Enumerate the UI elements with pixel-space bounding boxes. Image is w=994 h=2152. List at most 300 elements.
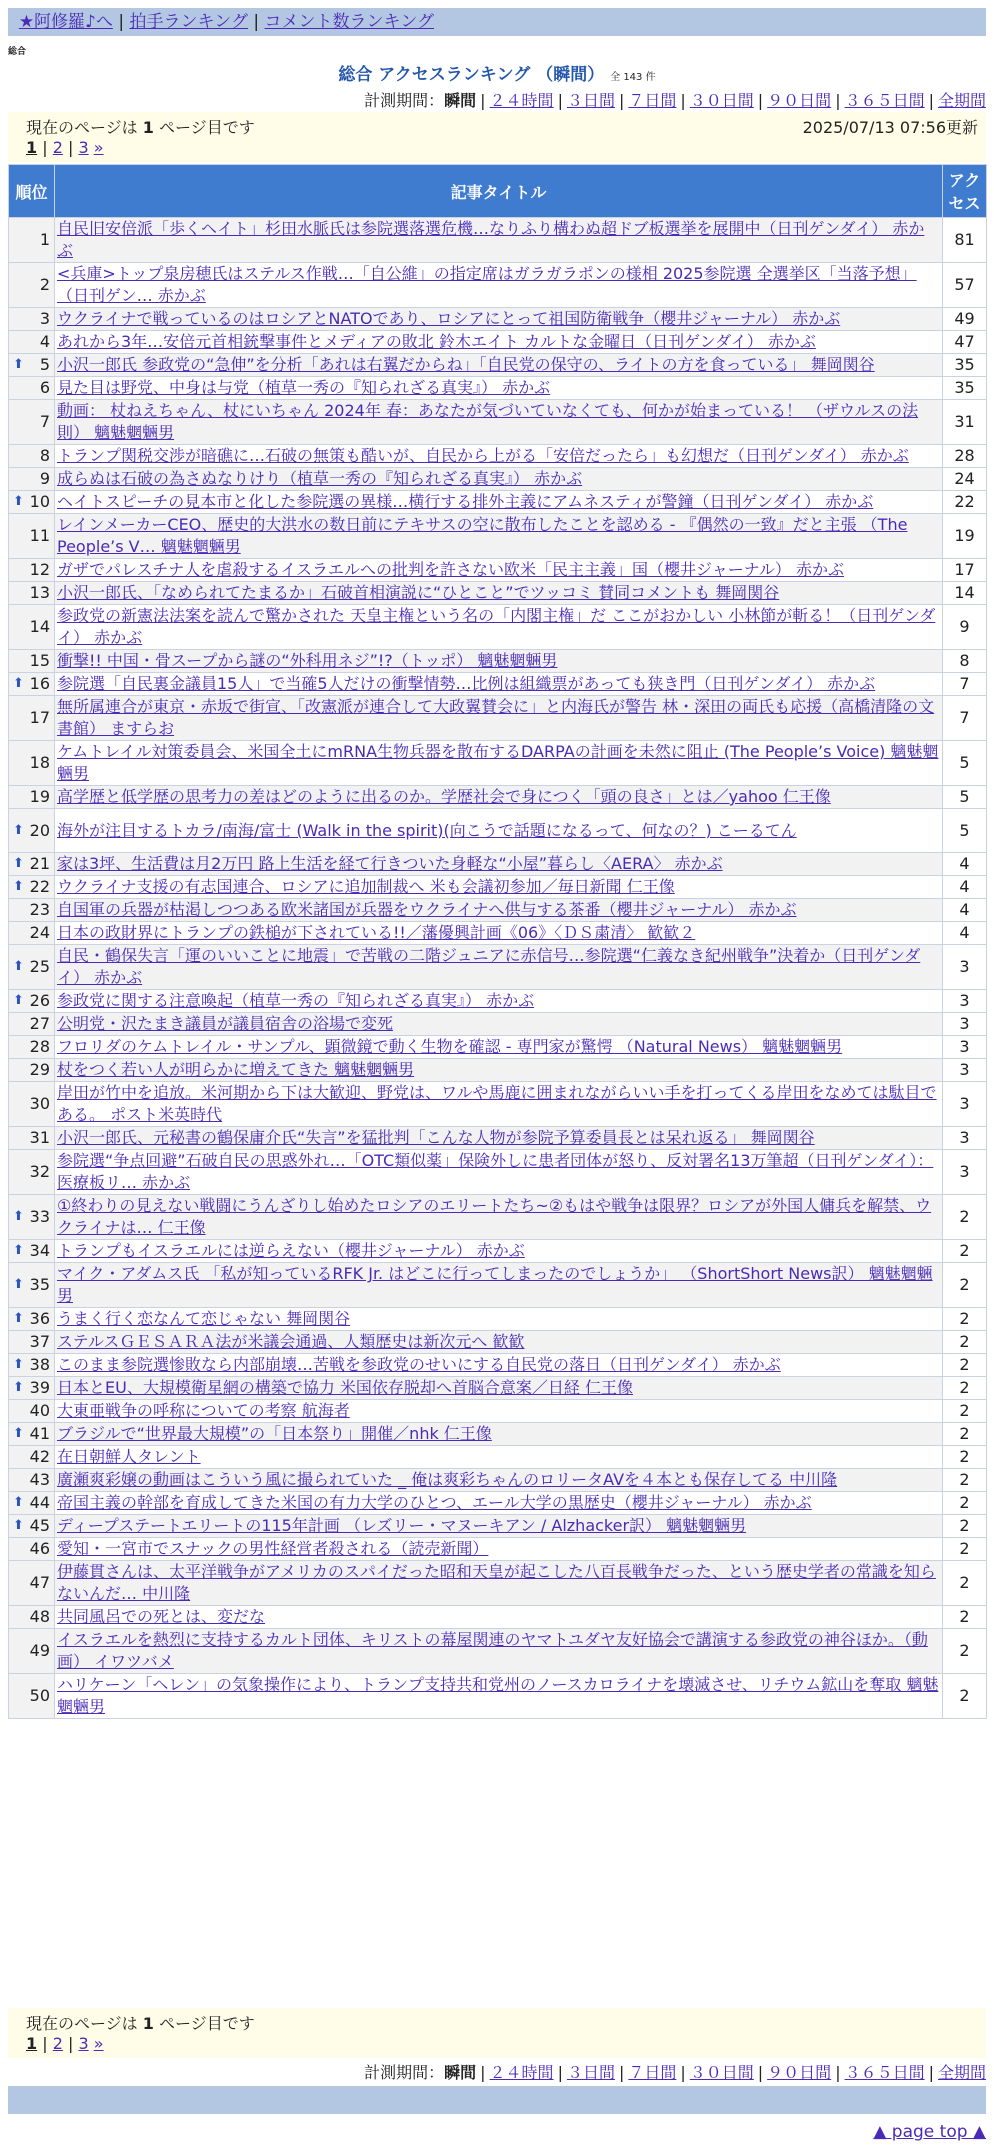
rank-number: 28	[29, 1037, 50, 1056]
rank-cell	[9, 853, 55, 876]
rank-number: 10	[29, 492, 50, 511]
rank-cell	[9, 1127, 55, 1150]
table-row	[9, 354, 987, 377]
rank-cell	[9, 1629, 55, 1674]
title-cell	[55, 218, 943, 263]
access-count: 5	[943, 786, 987, 809]
title-cell	[55, 650, 943, 673]
page-top-link[interactable]: ▲ page top ▲	[873, 2122, 986, 2142]
rank-cell	[9, 741, 55, 786]
rank-cell	[9, 1423, 55, 1446]
article-title-link[interactable]: 大東亜戦争の呼称についての考察 航海者	[57, 1401, 350, 1420]
title-header: 記事タイトル	[55, 165, 943, 218]
rank-number: 42	[29, 1447, 50, 1466]
access-count: 3	[943, 1013, 987, 1036]
rank-number: 33	[29, 1207, 50, 1226]
rank-cell	[9, 1240, 55, 1263]
page-status: 現在のページは 1 ページ目です	[26, 118, 255, 137]
access-count: 3	[943, 1082, 987, 1127]
title-cell	[55, 1150, 943, 1195]
rank-cell	[9, 582, 55, 605]
rank-number: 25	[29, 957, 50, 976]
rank-number: 16	[29, 674, 50, 693]
rank-cell	[9, 514, 55, 559]
period-option[interactable]: ３日間	[566, 91, 615, 110]
access-count: 2	[943, 1400, 987, 1423]
article-title-link[interactable]: <兵庫>トップ泉房穂氏はステルス作戦…「自公維」の指定席はガラガラポンの様相 2025参院選 全選挙区「当落予想」（日刊ゲン… 赤かぶ	[57, 264, 917, 305]
period-label: 計測期間：	[364, 2063, 445, 2082]
title-cell	[55, 1469, 943, 1492]
table-row	[9, 990, 987, 1013]
title-cell	[55, 922, 943, 945]
rank-number: 3	[39, 309, 50, 328]
table-row	[9, 1606, 987, 1629]
title-cell	[55, 899, 943, 922]
access-count: 3	[943, 1127, 987, 1150]
title-cell	[55, 1674, 943, 1719]
rank-number: 36	[29, 1309, 50, 1328]
rank-number: 15	[29, 651, 50, 670]
period-option[interactable]: ９０日間	[767, 91, 832, 110]
table-row	[9, 876, 987, 899]
rank-up-arrow-icon: ⬆	[13, 856, 24, 871]
rank-up-arrow-icon: ⬆	[13, 993, 24, 1008]
access-count: 7	[943, 673, 987, 696]
rank-cell	[9, 491, 55, 514]
rank-cell	[9, 1561, 55, 1606]
title-cell	[55, 514, 943, 559]
article-title-link[interactable]: 岸田が竹中を追放。米河期から下は大歓迎、野党は、ワルや馬鹿に囲まれながらいい手を打ってくる岸田をなめては駄目である。 ポスト米英時代	[57, 1083, 937, 1124]
article-title-link[interactable]: 愛知・一宮市でスナックの男性経営者殺される（読売新聞）	[57, 1539, 489, 1558]
article-title-link[interactable]: 見た目は野党、中身は与党（植草一秀の『知られざる真実』） 赤かぶ	[57, 378, 551, 397]
rank-cell	[9, 377, 55, 400]
rank-up-arrow-icon: ⬆	[13, 1380, 24, 1395]
access-count: 35	[943, 354, 987, 377]
access-count: 47	[943, 331, 987, 354]
article-title-link[interactable]: 小沢一郎氏、元秘書の鶴保庸介氏“失言”を猛批判「こんな人物が参院予算委員長とは呆れ返る」 舞岡関谷	[57, 1128, 815, 1147]
period-selector-bottom	[364, 2060, 986, 2083]
rank-number: 19	[29, 787, 50, 806]
article-title-link[interactable]: 自民・鶴保失言「運のいいことに地震」で苦戦の二階ジュニアに赤信号…参院選“仁義なき紀州戦争”決着か（日刊ゲンダイ） 赤かぶ	[57, 946, 921, 987]
rank-cell	[9, 354, 55, 377]
access-count: 2	[943, 1377, 987, 1400]
period-separator: |	[928, 91, 934, 110]
rank-cell	[9, 1036, 55, 1059]
table-row	[9, 1195, 987, 1240]
title-cell	[55, 1036, 943, 1059]
access-count: 24	[943, 468, 987, 491]
rank-number: 20	[29, 820, 50, 840]
table-row	[9, 1561, 987, 1606]
rank-number: 31	[29, 1128, 50, 1147]
article-title-link[interactable]: 帝国主義の幹部を育成してきた米国の有力大学のひとつ、エール大学の黒歴史（櫻井ジャーナル） 赤かぶ	[57, 1493, 812, 1512]
title-cell	[55, 1354, 943, 1377]
article-title-link[interactable]: うまく行く恋なんて恋じゃない 舞岡関谷	[57, 1309, 351, 1328]
table-row	[9, 1469, 987, 1492]
article-title-link[interactable]: 衝撃!! 中国・骨スープから謎の“外科用ネジ”!?（トッポ） 魑魅魍魎男	[57, 651, 558, 670]
table-row	[9, 559, 987, 582]
access-count: 2	[943, 1561, 987, 1606]
article-title-link[interactable]: マイク・アダムス氏 「私が知っているRFK Jr. はどこに行ってしまったのでしょうか」 （ShortShort News訳） 魑魅魍魎男	[57, 1264, 933, 1305]
rank-cell	[9, 1150, 55, 1195]
title-cell	[55, 990, 943, 1013]
article-title-link[interactable]: トランプ関税交渉が暗礁に…石破の無策も酷いが、自民から上がる「安倍だったら」も幻想だ（日刊ゲンダイ） 赤かぶ	[57, 446, 909, 465]
access-count: 4	[943, 899, 987, 922]
article-title-link[interactable]: 成らぬは石破の為さぬなりけり（植草一秀の『知られざる真実』） 赤かぶ	[57, 469, 583, 488]
title-cell	[55, 696, 943, 741]
article-title-link[interactable]: 共同風呂での死とは、変だな	[57, 1607, 266, 1626]
access-count: 28	[943, 445, 987, 468]
status-panel-bottom	[8, 2008, 986, 2058]
article-title-link[interactable]: 自国軍の兵器が枯渇しつつある欧米諸国が兵器をウクライナへ供与する茶番（櫻井ジャーナル） 赤かぶ	[57, 900, 797, 919]
table-row	[9, 1013, 987, 1036]
article-title-link[interactable]: 動画： 杖ねえちゃん、杖にいちゃん 2024年 春：あなたが気づいていなくても、何かが始まっている！ （ザウルスの法則） 魑魅魍魎男	[57, 401, 919, 442]
period-label: 計測期間：	[364, 91, 445, 110]
rank-cell	[9, 400, 55, 445]
rank-number: 43	[29, 1470, 50, 1489]
article-title-link[interactable]: ガザでパレスチナ人を虐殺するイスラエルへの批判を許さない欧米「民主主義」国（櫻井ジャーナル） 赤かぶ	[57, 560, 845, 579]
title-cell	[55, 1308, 943, 1331]
rank-number: 34	[29, 1241, 50, 1260]
article-title-link[interactable]: ハリケーン「ヘレン」の気象操作により、トランプ支持共和党州のノースカロライナを壊滅させ、リチウム鉱山を奪取 魑魅魍魎男	[57, 1675, 939, 1716]
table-row	[9, 1538, 987, 1561]
rank-up-arrow-icon: ⬆	[13, 1426, 24, 1441]
rank-cell	[9, 331, 55, 354]
access-count: 3	[943, 1150, 987, 1195]
title-cell	[55, 400, 943, 445]
article-title-link[interactable]: 伊藤貫さんは、太平洋戦争がアメリカのスパイだった昭和天皇が起こした八百長戦争だった、という歴史学者の常識を知らないんだ… 中川隆	[57, 1562, 936, 1603]
rank-number: 7	[39, 412, 50, 431]
period-separator: |	[618, 91, 625, 110]
access-count: 2	[943, 1308, 987, 1331]
title-cell	[55, 354, 943, 377]
access-count: 2	[943, 1629, 987, 1674]
comment-ranking-link[interactable]: コメント数ランキング	[264, 12, 434, 32]
article-title-link[interactable]: 海外が注目するトカラ/南海/富士 (Walk in the spirit)(向こうで話題になるって、何なの？) こーるてん	[57, 820, 797, 840]
title-cell	[55, 1082, 943, 1127]
title-cell	[55, 1127, 943, 1150]
article-title-link[interactable]: ディープステートエリートの115年計画 （レズリー・マヌーキアン / Alzhacker訳） 魑魅魍魎男	[57, 1516, 747, 1535]
pager-current: 1	[26, 138, 38, 157]
article-title-link[interactable]: 高学歴と低学歴の思考力の差はどのように出るのか。学歴社会で身につく「頭の良さ」とは／yahoo 仁王像	[57, 787, 831, 806]
article-title-link[interactable]: フロリダのケムトレイル・サンプル、顕微鏡で動く生物を確認 - 専門家が驚愕 （Natural News） 魑魅魍魎男	[57, 1037, 843, 1056]
period-separator: |	[757, 2063, 764, 2082]
pager-page-2[interactable]: 2	[52, 2034, 63, 2053]
pager-page-2[interactable]: 2	[52, 138, 63, 157]
page-status: 現在のページは 1 ページ目です	[26, 2014, 255, 2033]
table-row	[9, 400, 987, 445]
rank-cell	[9, 1331, 55, 1354]
table-row	[9, 786, 987, 809]
rank-number: 32	[29, 1162, 50, 1181]
period-option[interactable]: ２４時間	[489, 2063, 554, 2082]
rank-cell	[9, 1013, 55, 1036]
period-separator: |	[557, 91, 563, 110]
rank-cell	[9, 1469, 55, 1492]
rank-cell	[9, 468, 55, 491]
table-row	[9, 582, 987, 605]
rank-cell	[9, 1515, 55, 1538]
article-title-link[interactable]: 杖をつく若い人が明らかに増えてきた 魑魅魍魎男	[57, 1060, 415, 1079]
period-option[interactable]: ３６５日間	[844, 91, 925, 110]
table-row	[9, 1240, 987, 1263]
rank-cell	[9, 673, 55, 696]
rank-number: 35	[29, 1275, 50, 1294]
table-row	[9, 696, 987, 741]
status-panel-top	[8, 112, 986, 162]
rank-cell	[9, 945, 55, 990]
table-row	[9, 673, 987, 696]
rank-number: 22	[29, 877, 50, 896]
table-row	[9, 945, 987, 990]
title-cell	[55, 1400, 943, 1423]
rank-up-arrow-icon: ⬆	[13, 676, 24, 691]
rank-up-arrow-icon: ⬆	[13, 494, 24, 509]
table-row	[9, 1059, 987, 1082]
article-title-link[interactable]: トランプもイスラエルには逆らえない（櫻井ジャーナル） 赤かぶ	[57, 1241, 525, 1260]
table-row	[9, 1492, 987, 1515]
rank-number: 14	[29, 617, 50, 636]
period-option[interactable]: ３０日間	[689, 91, 754, 110]
article-title-link[interactable]: ウクライナ支援の有志国連合、ロシアに追加制裁へ 米も会議初参加／毎日新聞 仁王像	[57, 877, 675, 896]
period-option[interactable]: ３日間	[566, 2063, 615, 2082]
table-row	[9, 1629, 987, 1674]
table-row	[9, 650, 987, 673]
ranking-table	[8, 164, 987, 1719]
access-count: 2	[943, 1492, 987, 1515]
rank-number: 8	[39, 446, 50, 465]
access-count: 14	[943, 582, 987, 605]
rank-cell	[9, 559, 55, 582]
rank-number: 27	[29, 1014, 50, 1033]
period-option[interactable]: 全期間	[937, 91, 986, 110]
article-title-link[interactable]: 参政党の新憲法法案を読んで驚かされた 天皇主権という名の「内閣主権」だ ここがおかしい 小林節が斬る！（日刊ゲンダイ） 赤かぶ	[57, 606, 936, 647]
access-count: 2	[943, 1538, 987, 1561]
pager-next[interactable]: »	[93, 2034, 104, 2053]
title-cell	[55, 1263, 943, 1308]
rank-cell	[9, 263, 55, 308]
rank-cell	[9, 1674, 55, 1719]
period-option[interactable]: ３０日間	[689, 2063, 754, 2082]
rank-number: 38	[29, 1355, 50, 1374]
rank-up-arrow-icon: ⬆	[13, 959, 24, 974]
article-title-link[interactable]: 参院選“争点回避”石破自民の思惑外れ…「OTC類似薬」保険外しに患者団体が怒り、反対署名13万筆超（日刊ゲンダイ）：医療板リ… 赤かぶ	[57, 1151, 934, 1192]
table-row	[9, 1446, 987, 1469]
rank-cell	[9, 445, 55, 468]
rank-number: 40	[29, 1401, 50, 1420]
article-title-link[interactable]: レインメーカーCEO、歴史的大洪水の数日前にテキサスの空に散布したことを認める - 『偶然の一致』だと主張 （The People’s V… 魑魅魍魎男	[57, 515, 908, 556]
period-option[interactable]: ２４時間	[489, 91, 554, 110]
access-count: 2	[943, 1674, 987, 1719]
table-row	[9, 514, 987, 559]
title-cell	[55, 559, 943, 582]
period-option[interactable]: ７日間	[628, 2063, 677, 2082]
rank-number: 29	[29, 1060, 50, 1079]
rank-number: 50	[29, 1686, 50, 1705]
article-title-link[interactable]: ブラジルで“世界最大規模”の「日本祭り」開催／nhk 仁王像	[57, 1424, 492, 1443]
title-cell	[55, 741, 943, 786]
article-title-link[interactable]: 日本とEU、大規模衛星網の構築で協力 米国依存脱却へ首脳合意案／日経 仁王像	[57, 1378, 633, 1397]
table-row	[9, 605, 987, 650]
rank-number: 17	[29, 708, 50, 727]
clap-ranking-link[interactable]: 拍手ランキング	[129, 12, 248, 32]
access-count: 2	[943, 1240, 987, 1263]
article-title-link[interactable]: 公明党・沢たまき議員が議員宿舎の浴場で変死	[57, 1014, 394, 1033]
rank-up-arrow-icon: ⬆	[13, 879, 24, 894]
article-title-link[interactable]: このまま参院選惨敗なら内部崩壊…苦戦を参政党のせいにする自民党の落日（日刊ゲンダイ） 赤かぶ	[57, 1355, 781, 1374]
rank-cell	[9, 786, 55, 809]
title-cell	[55, 1561, 943, 1606]
title-cell	[55, 491, 943, 514]
table-row	[9, 1423, 987, 1446]
table-row	[9, 1674, 987, 1719]
access-count: 7	[943, 696, 987, 741]
title-cell	[55, 853, 943, 876]
bottom-bar	[8, 2086, 986, 2114]
period-option[interactable]: ３６５日間	[844, 2063, 925, 2082]
table-row	[9, 1036, 987, 1059]
table-row	[9, 899, 987, 922]
title-cell	[55, 1606, 943, 1629]
period-separator: |	[680, 2063, 686, 2082]
rank-up-arrow-icon: ⬆	[13, 1311, 24, 1326]
access-count: 2	[943, 1606, 987, 1629]
article-title-link[interactable]: ヘイトスピーチの見本市と化した参院選の異様…横行する排外主義にアムネスティが警鐘（日刊ゲンダイ） 赤かぶ	[57, 492, 874, 511]
period-separator: |	[835, 91, 841, 110]
access-count: 8	[943, 650, 987, 673]
period-option[interactable]: ９０日間	[767, 2063, 832, 2082]
rank-cell	[9, 1354, 55, 1377]
access-count: 57	[943, 263, 987, 308]
article-title-link[interactable]: 小沢一郎氏 参政党の“急伸”を分析「あれは右翼だからね」「自民党の保守の、ライトの方を食っている」 舞岡関谷	[57, 355, 875, 374]
rank-number: 23	[29, 900, 50, 919]
rank-number: 45	[29, 1516, 50, 1535]
table-row	[9, 263, 987, 308]
article-title-link[interactable]: ①終わりの見えない戦闘にうんざりし始めたロシアのエリートたち~②もはや戦争は限界？ロシアが外国人傭兵を解禁、ウクライナは… 仁王像	[57, 1196, 932, 1237]
rank-number: 6	[39, 378, 50, 397]
period-option[interactable]: ７日間	[628, 91, 677, 110]
rank-number: 24	[29, 923, 50, 942]
table-row	[9, 1082, 987, 1127]
access-count: 2	[943, 1515, 987, 1538]
table-row	[9, 308, 987, 331]
article-title-link[interactable]: 自民旧安倍派「歩くヘイト」杉田水脈氏は参院選落選危機…なりふり構わぬ超ドブ板選挙を展開中（日刊ゲンダイ） 赤かぶ	[57, 219, 925, 260]
access-count: 19	[943, 514, 987, 559]
access-count: 81	[943, 218, 987, 263]
access-count: 4	[943, 853, 987, 876]
table-row	[9, 1127, 987, 1150]
rank-number: 21	[29, 854, 50, 873]
article-title-link[interactable]: ウクライナで戦っているのはロシアとNATOであり、ロシアにとって祖国防衛戦争（櫻井ジャーナル） 赤かぶ	[57, 309, 841, 328]
page-title: 総合 アクセスランキング （瞬間）	[338, 65, 605, 85]
period-option: 瞬間	[444, 2063, 477, 2082]
period-option[interactable]: 全期間	[937, 2063, 986, 2082]
rank-cell	[9, 650, 55, 673]
article-title-link[interactable]: 家は3坪、生活費は月2万円 路上生活を経て行きついた身軽な“小屋”暮らし〈AERA〉 赤かぶ	[57, 854, 723, 873]
rank-up-arrow-icon: ⬆	[13, 1518, 24, 1533]
period-option: 瞬間	[444, 91, 477, 110]
title-cell	[55, 582, 943, 605]
title-cell	[55, 1492, 943, 1515]
period-separator: |	[680, 91, 686, 110]
access-count: 5	[943, 741, 987, 786]
updated-time: 2025/07/13 07:56更新	[802, 118, 978, 137]
period-separator: |	[480, 91, 486, 110]
article-title-link[interactable]: イスラエルを熱烈に支持するカルト団体、キリストの幕屋関連のヤマトユダヤ友好協会で講演する参政党の神谷ほか。（動画） イワツバメ	[57, 1630, 928, 1671]
table-row	[9, 1377, 987, 1400]
rank-up-arrow-icon: ⬆	[13, 1357, 24, 1372]
pager-page-3[interactable]: 3	[78, 2034, 89, 2053]
access-count: 2	[943, 1446, 987, 1469]
table-row	[9, 445, 987, 468]
article-title-link[interactable]: 参院選「自民裏金議員15人」で当確5人だけの衝撃情勢…比例は組織票があっても狭き門（日刊ゲンダイ） 赤かぶ	[57, 674, 876, 693]
period-selector-top	[364, 88, 986, 111]
period-separator: |	[757, 91, 764, 110]
article-title-link[interactable]: ケムトレイル対策委員会、米国全土にmRNA生物兵器を散布するDARPAの計画を未然に阻止 (The People’s Voice) 魑魅魍魎男	[57, 742, 939, 783]
rank-number: 5	[39, 355, 50, 374]
pager-bottom: 1 | 2 | 3 »	[26, 2034, 104, 2053]
home-link[interactable]: ★阿修羅♪へ	[18, 12, 113, 32]
access-count: 3	[943, 945, 987, 990]
rank-up-arrow-icon: ⬆	[13, 1277, 24, 1292]
table-row	[9, 741, 987, 786]
rank-cell	[9, 1059, 55, 1082]
article-title-link[interactable]: 参政党に関する注意喚起（植草一秀の『知られざる真実』） 赤かぶ	[57, 991, 535, 1010]
table-row	[9, 1150, 987, 1195]
access-count: 4	[943, 922, 987, 945]
table-row	[9, 1400, 987, 1423]
access-count: 2	[943, 1469, 987, 1492]
table-row	[9, 491, 987, 514]
rank-cell	[9, 899, 55, 922]
rank-cell	[9, 1446, 55, 1469]
title-cell	[55, 809, 943, 853]
article-title-link[interactable]: 在日朝鮮人タレント	[57, 1447, 201, 1466]
article-title-link[interactable]: 廣瀬爽彩嬢の動画はこういう風に撮られていた _ 俺は爽彩ちゃんのロリータAVを４本とも保存してる 中川隆	[57, 1470, 838, 1489]
article-title-link[interactable]: ステルスＧＥＳＡＲＡ法が米議会通過、人類歴史は新次元へ 歓歓	[57, 1332, 525, 1351]
rank-number: 46	[29, 1539, 50, 1558]
rank-cell	[9, 1492, 55, 1515]
rank-number: 41	[29, 1424, 50, 1443]
nav-separator: |	[253, 12, 260, 32]
rank-cell	[9, 1377, 55, 1400]
title-cell	[55, 1331, 943, 1354]
rank-number: 12	[29, 560, 50, 579]
article-title-link[interactable]: 小沢一郎氏、「なめられてたまるか」石破首相演説に“ひとこと”でツッコミ 賛同コメントも 舞岡関谷	[57, 583, 780, 602]
title-cell	[55, 1515, 943, 1538]
table-row	[9, 1263, 987, 1308]
article-title-link[interactable]: あれから3年…安倍元首相銃撃事件とメディアの敗北 鈴木エイト カルトな金曜日（日刊ゲンダイ） 赤かぶ	[57, 332, 816, 351]
title-cell	[55, 1446, 943, 1469]
access-count: 22	[943, 491, 987, 514]
title-cell	[55, 468, 943, 491]
title-cell	[55, 1538, 943, 1561]
access-count: 49	[943, 308, 987, 331]
rank-cell	[9, 876, 55, 899]
pager-top: 1 | 2 | 3 »	[26, 138, 104, 157]
pager-next[interactable]: »	[93, 138, 104, 157]
title-cell	[55, 1240, 943, 1263]
access-count: 17	[943, 559, 987, 582]
rank-header: 順位	[9, 165, 55, 218]
access-count: 2	[943, 1331, 987, 1354]
table-row	[9, 468, 987, 491]
article-title-link[interactable]: 日本の政財界にトランプの鉄槌が下されている!!／藩優興計画《06》〈ＤＳ粛清〉 歓歓２	[57, 923, 696, 942]
article-title-link[interactable]: 無所属連合が東京・赤坂で街宣、「改憲派が連合して大政翼賛会に」と内海氏が警告 林・深田の両氏も応援（高橋清隆の文書館） ますらお	[57, 697, 935, 738]
pager-page-3[interactable]: 3	[78, 138, 89, 157]
table-row	[9, 331, 987, 354]
rank-number: 11	[29, 526, 50, 545]
